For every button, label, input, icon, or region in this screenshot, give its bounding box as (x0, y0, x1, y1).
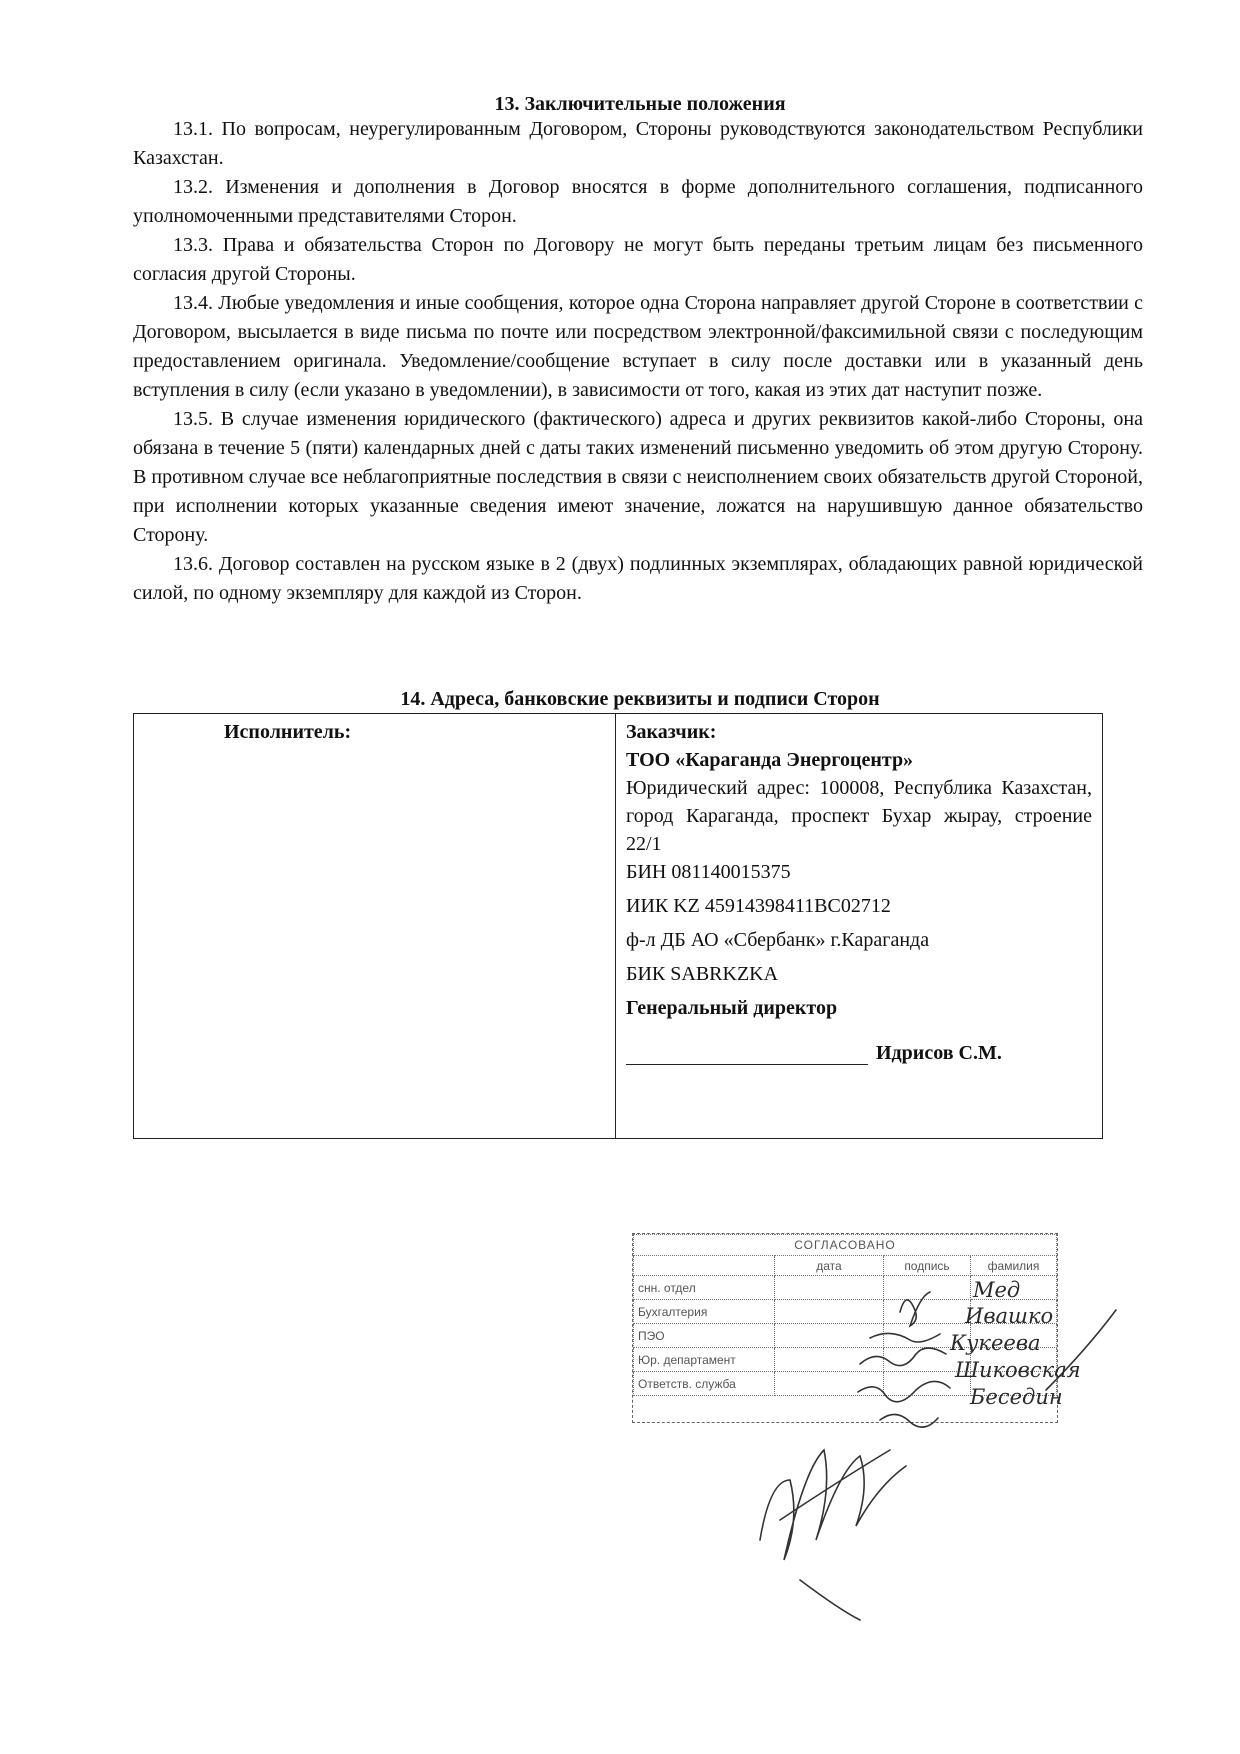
hw-surname: Шиковская (955, 1358, 1081, 1382)
stamp-row (634, 1324, 1057, 1348)
stamp-surname (971, 1276, 1057, 1300)
customer-address: Юридический адрес: 100008, Республика Казахстан, город Караганда, проспект Бухар жырау, строение 22/1 (626, 777, 1092, 855)
customer-label: Заказчик: (626, 721, 717, 743)
stamp-header-dept (634, 1256, 775, 1276)
hw-surname: Беседин (970, 1385, 1063, 1409)
stamp-header-date: дата (775, 1256, 884, 1276)
stamp-row (634, 1300, 1057, 1324)
stamp-dept: Бухгалтерия (634, 1300, 775, 1324)
stamp-row (634, 1348, 1057, 1372)
section-13-title: 13. Заключительные положения (494, 93, 786, 115)
signature-line (626, 1042, 868, 1065)
clause-13-5: 13.5. В случае изменения юридического (фактического) адреса и других реквизитов какой-либо Стороны, она обязана в течение 5 (пяти) календарных дней с даты таких изменений письменно уведомить об этом другую Сторону. В противном случае все неблагоприятные последствия в связи с неисполнением своих обязательств другой Стороной, при исполнении которых указанные сведения имеют значение, ложатся на нарушившую данное обязательство Сторону. (133, 408, 1143, 546)
section-13-body (133, 115, 1143, 608)
executor-label: Исполнитель: (224, 721, 352, 743)
signature-row (626, 1042, 1092, 1065)
stamp-surname (971, 1324, 1057, 1348)
stamp-surname (971, 1300, 1057, 1324)
stamp-row (634, 1372, 1057, 1396)
customer-bik: БИК SABRKZKA (626, 963, 779, 985)
hw-surname: Мед (973, 1278, 1021, 1302)
customer-iik: ИИК KZ 45914398411BC02712 (626, 895, 891, 917)
clause-13-6: 13.6. Договор составлен на русском языке в 2 (двух) подлинных экземплярах, обладающих равной юридической силой, по одному экземпляру для каждой из Сторон. (133, 553, 1143, 604)
clause-13-2: 13.2. Изменения и дополнения в Договор вносятся в форме дополнительного соглашения, подписанного уполномоченными представителями Сторон. (133, 176, 1143, 227)
hw-surname: Кукеева (950, 1331, 1041, 1355)
section-14-title: 14. Адреса, банковские реквизиты и подписи Сторон (400, 688, 880, 710)
customer-company: ТОО «Караганда Энергоцентр» (626, 749, 914, 771)
clause-13-1: 13.1. По вопросам, неурегулированным Договором, Стороны руководствуются законодательством Республики Казахстан. (133, 118, 1143, 169)
approval-stamp (632, 1233, 1058, 1423)
stamp-dept: ПЭО (634, 1324, 775, 1348)
customer-bank: ф-л ДБ АО «Сбербанк» г.Караганда (626, 929, 930, 951)
stamp-header-row (634, 1256, 1057, 1276)
hw-surname: Ивашко (965, 1304, 1054, 1328)
stamp-surname (971, 1372, 1057, 1396)
stamp-dept: снн. отдел (634, 1276, 775, 1300)
stamp-title: СОГЛАСОВАНО (634, 1235, 1057, 1256)
signatory-name: Идрисов С.М. (876, 1042, 1002, 1064)
stamp-header-signature: подпись (884, 1256, 971, 1276)
clause-13-3: 13.3. Права и обязательства Сторон по Договору не могут быть переданы третьим лицам без письменного согласия другой Стороны. (133, 234, 1143, 285)
executor-column (134, 714, 616, 1138)
customer-column (616, 714, 1102, 1138)
approval-table (633, 1234, 1057, 1396)
stamp-dept: Ответств. служба (634, 1372, 775, 1396)
customer-bin: БИН 081140015375 (626, 861, 791, 883)
signature-scribble (760, 1450, 906, 1620)
requisites-table (133, 713, 1103, 1139)
stamp-surname (971, 1348, 1057, 1372)
stamp-header-surname: фамилия (971, 1256, 1057, 1276)
clause-13-4: 13.4. Любые уведомления и иные сообщения, которое одна Сторона направляет другой Стороне в соответствии с Договором, высылается в виде письма по почте или посредством электронной/факсимильной связи с последующим предоставлением оригинала. Уведомление/сообщение вступает в силу после доставки или в указанный день вступления в силу (если указано в уведомлении), в зависимости от того, какая из этих дат наступит позже. (133, 292, 1143, 401)
stamp-row (634, 1276, 1057, 1300)
stamp-dept: Юр. департамент (634, 1348, 775, 1372)
customer-position: Генеральный директор (626, 997, 838, 1019)
